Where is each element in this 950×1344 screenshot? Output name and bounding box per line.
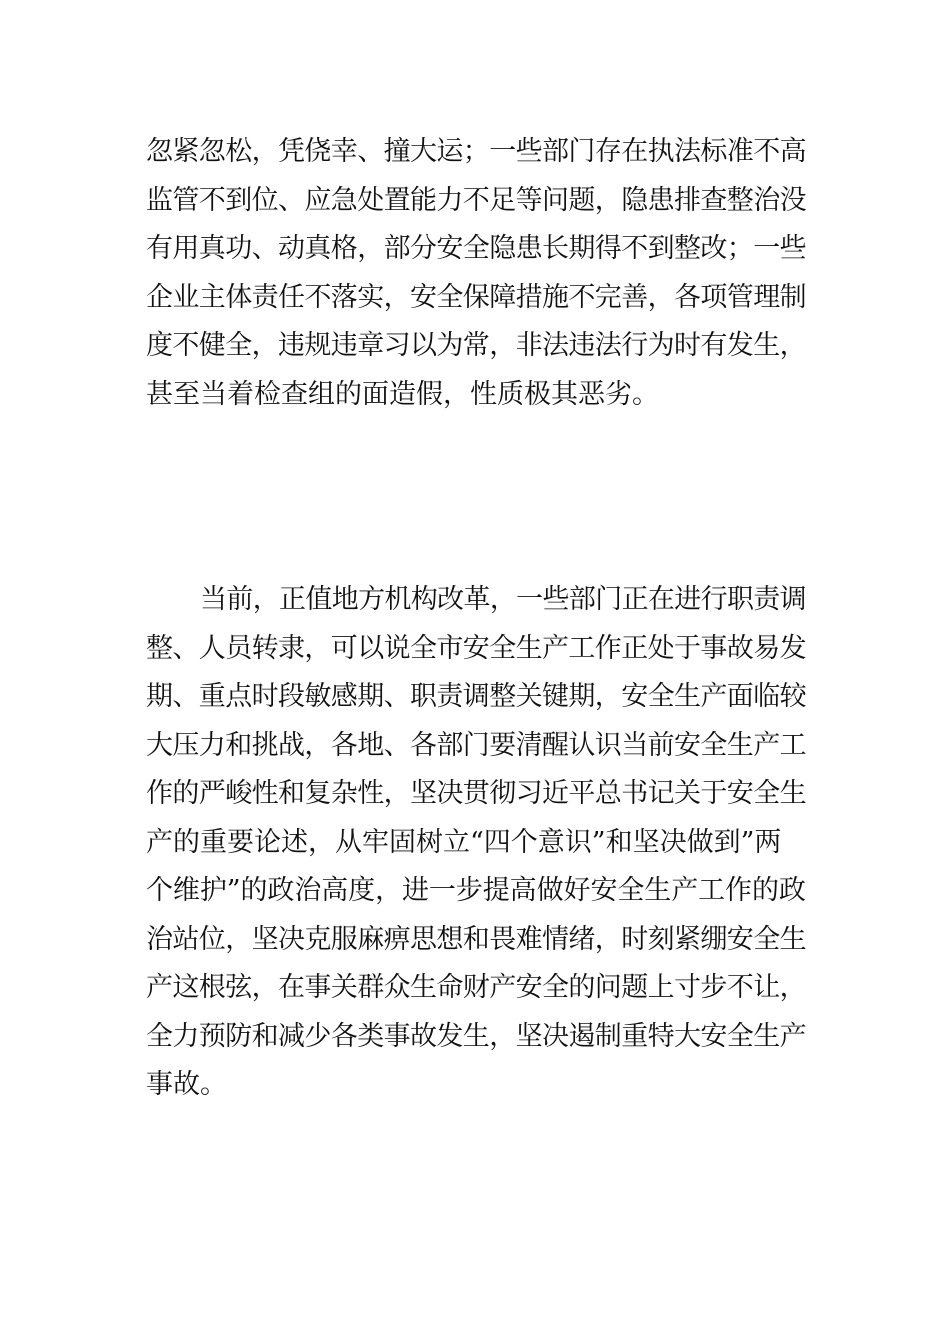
text-line: 忽紧忽松，凭侥幸、撞大运；一些部门存在执法标准不高: [146, 136, 806, 167]
text-line: 作的严峻性和复杂性，坚决贯彻习近平总书记关于安全生: [146, 778, 806, 809]
text-line: 全力预防和减少各类事故发生，坚决遏制重特大安全生产: [146, 1020, 806, 1052]
text-line: 大压力和挑战，各地、各部门要清醒认识当前安全生产工: [146, 729, 806, 761]
text-line: 治站位，坚决克服麻痹思想和畏难情绪，时刻紧绷安全生: [146, 923, 806, 955]
paragraph-2: [146, 576, 806, 1110]
paragraph-1: [146, 128, 806, 419]
text-line: 监管不到位、应急处置能力不足等问题，隐患排查整治没: [146, 184, 806, 216]
text-line: 企业主体责任不落实，安全保障措施不完善，各项管理制: [146, 281, 806, 313]
text-line: 甚至当着检查组的面造假，性质极其恶劣。: [146, 378, 659, 410]
text-line: 个维护”的政治高度，进一步提高做好安全生产工作的政: [146, 875, 806, 906]
text-line: 产的重要论述，从牢固树立“四个意识”和坚决做到”两: [146, 826, 782, 858]
text-line: 当前，正值地方机构改革，一些部门正在进行职责调: [200, 584, 806, 615]
text-line: 有用真功、动真格，部分安全隐患长期得不到整改；一些: [146, 233, 806, 264]
text-line: 产这根弦，在事关群众生命财产安全的问题上寸步不让，: [146, 972, 806, 1003]
text-line: 整、人员转隶，可以说全市安全生产工作正处于事故易发: [146, 632, 806, 664]
text-line: 度不健全，违规违章习以为常，非法违法行为时有发生，: [146, 330, 806, 361]
text-line: 期、重点时段敏感期、职责调整关键期，安全生产面临较: [146, 681, 806, 712]
text-line: 事故。: [146, 1069, 227, 1100]
